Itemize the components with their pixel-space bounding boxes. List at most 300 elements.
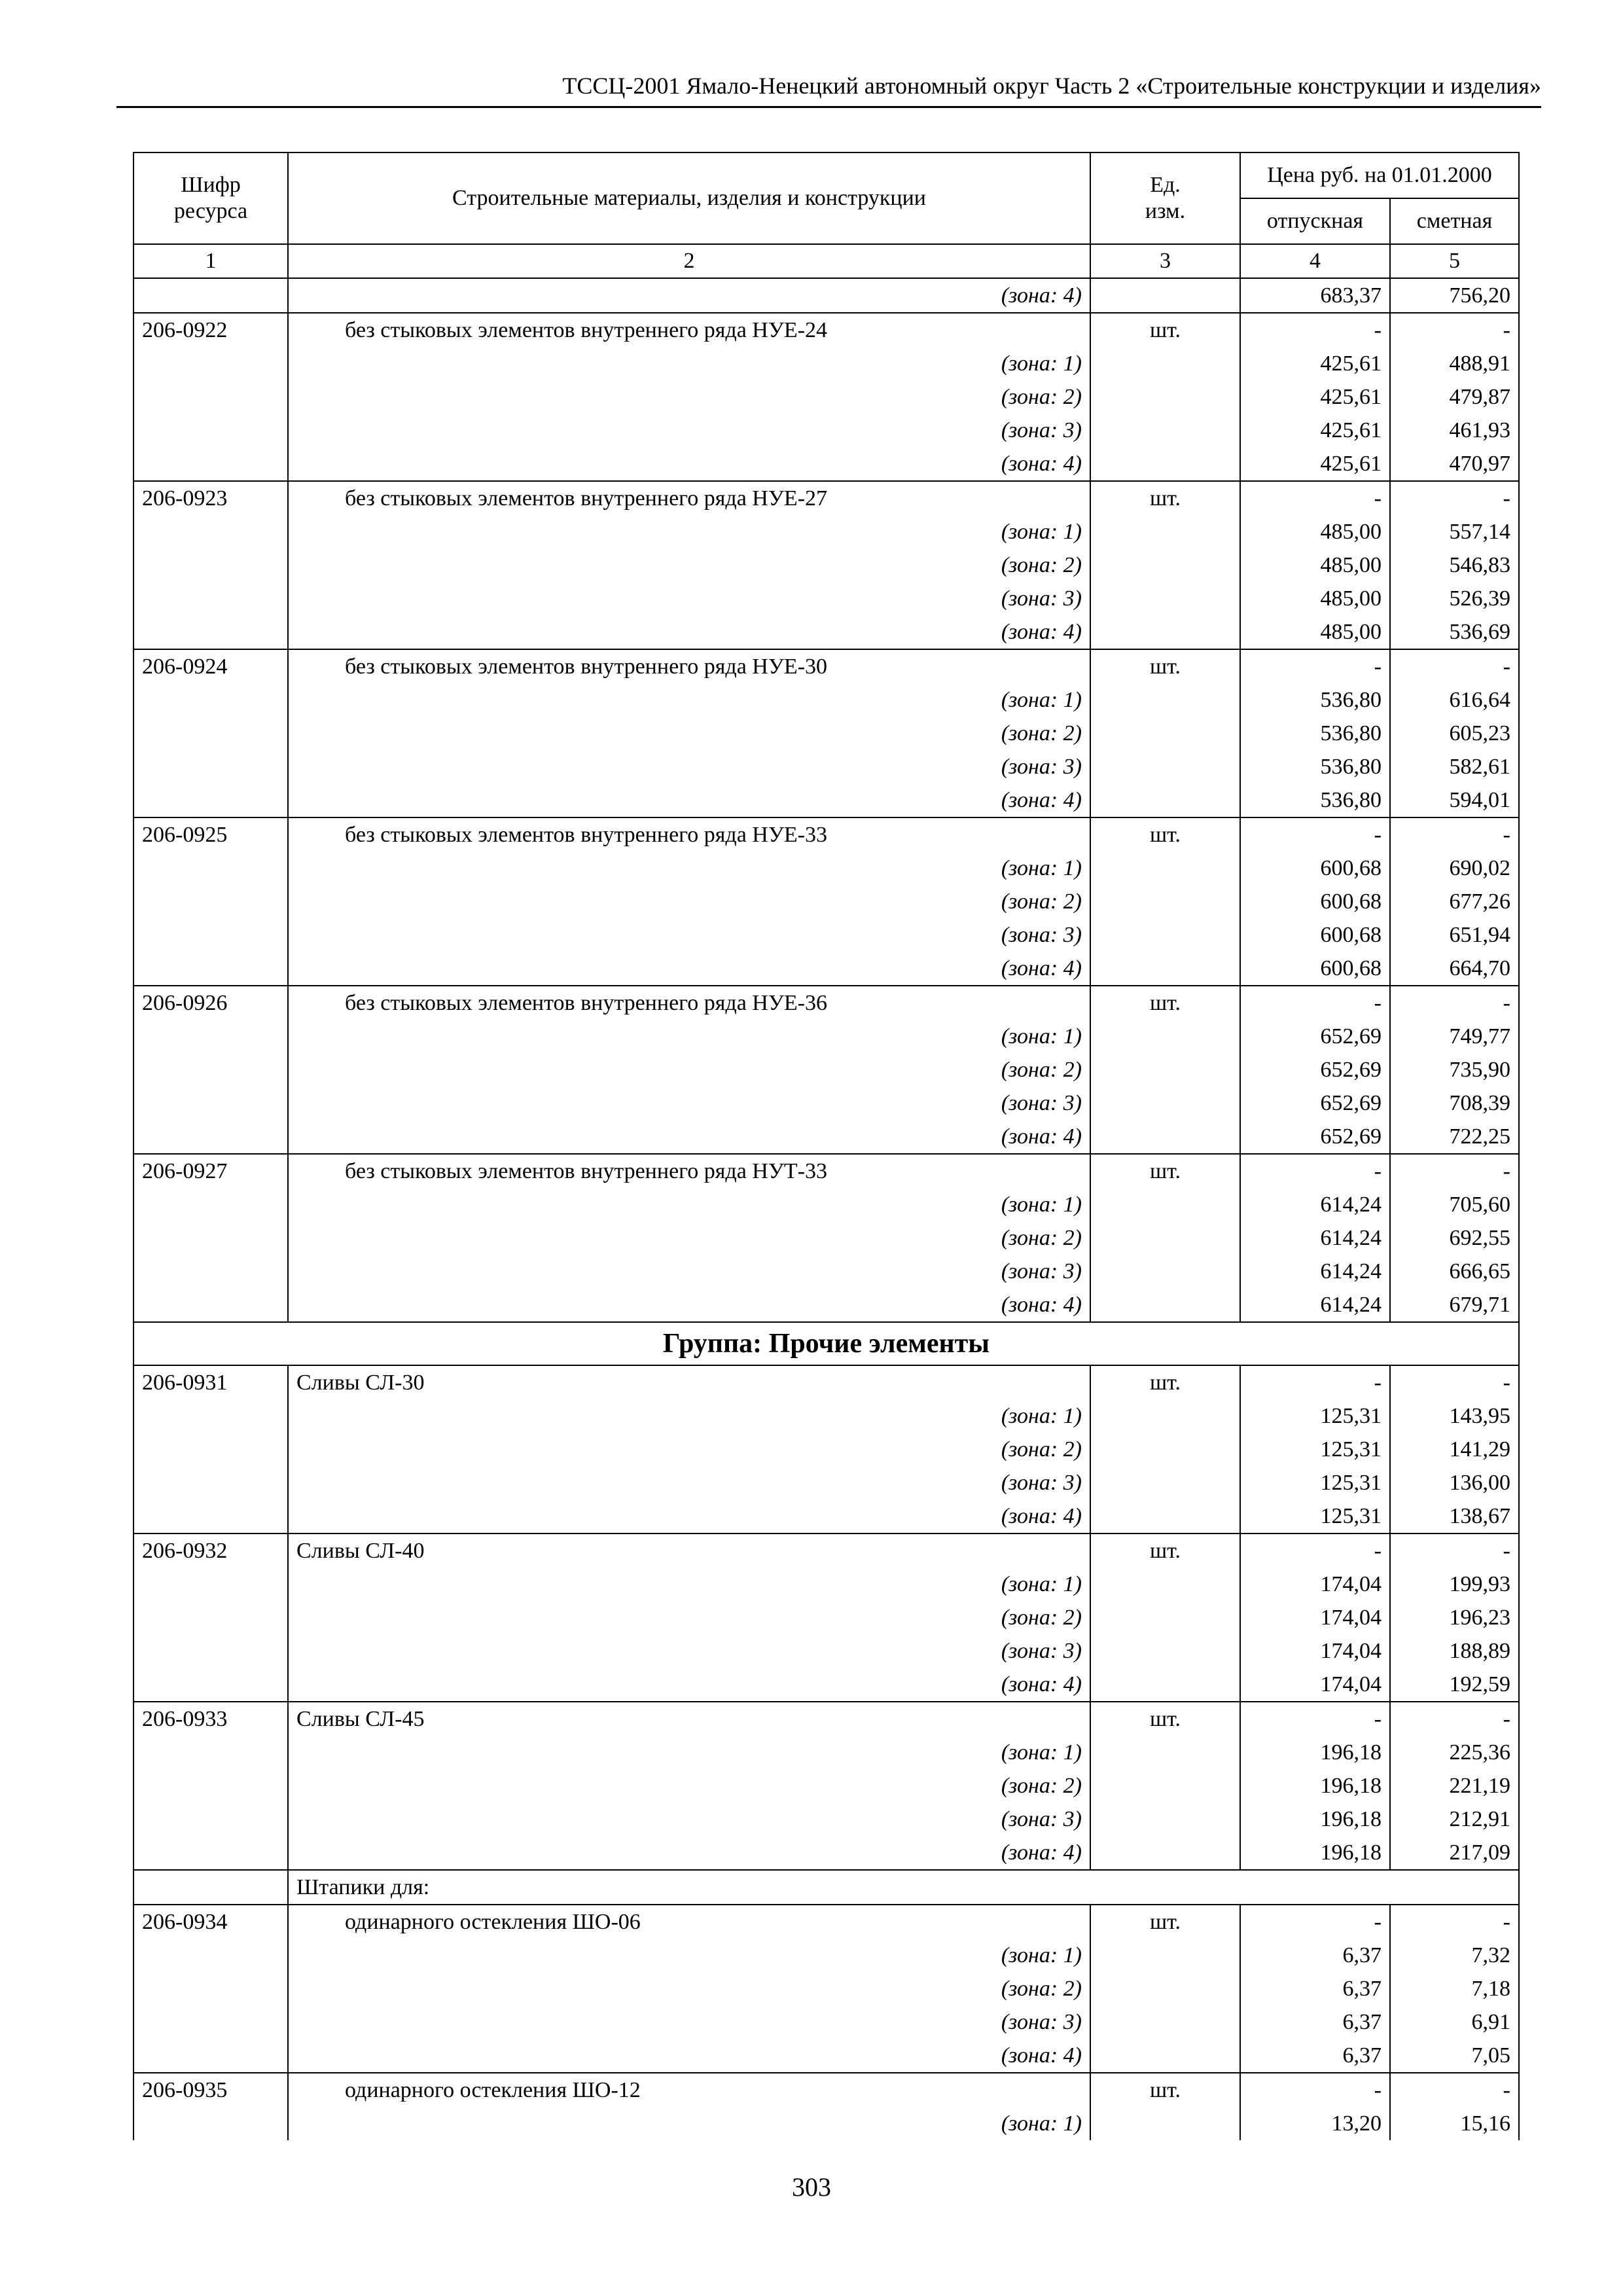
release-price-cell: 485,00: [1240, 582, 1390, 615]
release-price-cell: 425,61: [1240, 414, 1390, 447]
zone-cell: (зона: 3): [288, 918, 1090, 952]
head-name: Строительные материалы, изделия и конструкции: [288, 152, 1090, 244]
estimate-price-cell: 664,70: [1390, 952, 1519, 986]
zone-row: [134, 1020, 1519, 1053]
zone-row: [134, 852, 1519, 885]
estimate-price-cell: 708,39: [1390, 1086, 1519, 1120]
unit-cell: шт.: [1090, 1365, 1240, 1399]
release-price-cell: 536,80: [1240, 683, 1390, 717]
zone-cell: (зона: 2): [288, 548, 1090, 582]
estimate-price-cell: 136,00: [1390, 1466, 1519, 1499]
release-price-cell: 600,68: [1240, 885, 1390, 918]
release-price-cell: 196,18: [1240, 1736, 1390, 1769]
code-cell: [134, 447, 288, 481]
unit-cell: [1090, 2005, 1240, 2039]
unit-cell: [1090, 1188, 1240, 1221]
release-price-cell: -: [1240, 1365, 1390, 1399]
estimate-price-cell: -: [1390, 481, 1519, 515]
estimate-price-cell: -: [1390, 1905, 1519, 1939]
estimate-price-cell: 651,94: [1390, 918, 1519, 952]
code-cell: 206-0932: [134, 1534, 288, 1568]
release-price-cell: -: [1240, 2073, 1390, 2107]
release-price-cell: 125,31: [1240, 1433, 1390, 1466]
release-price-cell: 425,61: [1240, 380, 1390, 414]
unit-cell: шт.: [1090, 817, 1240, 852]
head-col-number: 1: [134, 244, 288, 278]
code-cell: [134, 717, 288, 750]
head-col-number: 3: [1090, 244, 1240, 278]
code-cell: [134, 1221, 288, 1255]
estimate-price-cell: 225,36: [1390, 1736, 1519, 1769]
zone-cell: (зона: 2): [288, 1221, 1090, 1255]
estimate-price-cell: 749,77: [1390, 1020, 1519, 1053]
release-price-cell: 614,24: [1240, 1221, 1390, 1255]
unit-cell: [1090, 1972, 1240, 2005]
zone-cell: (зона: 1): [288, 683, 1090, 717]
name-cell: одинарного остекления ШО-06: [288, 1905, 1090, 1939]
estimate-price-cell: 692,55: [1390, 1221, 1519, 1255]
unit-cell: [1090, 1736, 1240, 1769]
code-cell: [134, 2039, 288, 2073]
subheading-label: Штапики для:: [288, 1870, 1519, 1905]
estimate-price-cell: 479,87: [1390, 380, 1519, 414]
estimate-price-cell: -: [1390, 1534, 1519, 1568]
unit-cell: [1090, 717, 1240, 750]
release-price-cell: 196,18: [1240, 1803, 1390, 1836]
code-cell: [134, 852, 288, 885]
head-col-number: 2: [288, 244, 1090, 278]
estimate-price-cell: -: [1390, 817, 1519, 852]
unit-cell: [1090, 380, 1240, 414]
estimate-price-cell: 722,25: [1390, 1120, 1519, 1154]
table-head: [134, 152, 1519, 278]
release-price-cell: 425,61: [1240, 347, 1390, 380]
unit-cell: [1090, 1399, 1240, 1433]
zone-row: [134, 1221, 1519, 1255]
release-price-cell: 536,80: [1240, 717, 1390, 750]
code-cell: 206-0933: [134, 1702, 288, 1736]
zone-row: [134, 447, 1519, 481]
item-row: [134, 986, 1519, 1020]
head-estimate: сметная: [1390, 198, 1519, 244]
code-cell: [134, 1836, 288, 1870]
zone-row: [134, 548, 1519, 582]
zone-cell: (зона: 2): [288, 717, 1090, 750]
unit-cell: [1090, 1601, 1240, 1634]
unit-cell: шт.: [1090, 2073, 1240, 2107]
zone-cell: (зона: 3): [288, 1634, 1090, 1668]
zone-row: [134, 1769, 1519, 1803]
estimate-price-cell: 605,23: [1390, 717, 1519, 750]
unit-cell: шт.: [1090, 1905, 1240, 1939]
release-price-cell: 125,31: [1240, 1499, 1390, 1534]
code-cell: [134, 380, 288, 414]
code-cell: [134, 783, 288, 817]
estimate-price-cell: 616,64: [1390, 683, 1519, 717]
zone-cell: (зона: 4): [288, 1668, 1090, 1702]
name-cell: без стыковых элементов внутреннего ряда НУЕ-30: [288, 649, 1090, 683]
release-price-cell: 536,80: [1240, 783, 1390, 817]
subheading-row: [134, 1870, 1519, 1905]
estimate-price-cell: 196,23: [1390, 1601, 1519, 1634]
zone-cell: (зона: 3): [288, 1803, 1090, 1836]
code-cell: [134, 1466, 288, 1499]
zone-row: [134, 1939, 1519, 1972]
zone-cell: (зона: 4): [288, 278, 1090, 313]
estimate-price-cell: 526,39: [1390, 582, 1519, 615]
unit-cell: шт.: [1090, 313, 1240, 347]
head-col-number: 4: [1240, 244, 1390, 278]
zone-row: [134, 1399, 1519, 1433]
zone-cell: (зона: 2): [288, 380, 1090, 414]
zone-cell: (зона: 1): [288, 1568, 1090, 1601]
name-cell: без стыковых элементов внутреннего ряда НУЕ-36: [288, 986, 1090, 1020]
price-table: [133, 152, 1520, 2140]
zone-cell: (зона: 4): [288, 1120, 1090, 1154]
unit-cell: [1090, 783, 1240, 817]
head-release: отпускная: [1240, 198, 1390, 244]
code-cell: [134, 1634, 288, 1668]
estimate-price-cell: 690,02: [1390, 852, 1519, 885]
code-cell: [134, 1086, 288, 1120]
code-cell: [134, 1255, 288, 1288]
release-price-cell: 425,61: [1240, 447, 1390, 481]
zone-row: [134, 414, 1519, 447]
page-number: 303: [792, 2172, 831, 2202]
zone-row: [134, 278, 1519, 313]
name-cell: Сливы СЛ-45: [288, 1702, 1090, 1736]
release-price-cell: 174,04: [1240, 1634, 1390, 1668]
item-row: [134, 1365, 1519, 1399]
estimate-price-cell: -: [1390, 1365, 1519, 1399]
estimate-price-cell: 199,93: [1390, 1568, 1519, 1601]
release-price-cell: 196,18: [1240, 1836, 1390, 1870]
code-cell: [134, 952, 288, 986]
unit-cell: [1090, 918, 1240, 952]
release-price-cell: 652,69: [1240, 1020, 1390, 1053]
code-cell: [134, 683, 288, 717]
code-cell: [134, 615, 288, 649]
code-cell: [134, 1399, 288, 1433]
release-price-cell: 485,00: [1240, 515, 1390, 548]
code-cell: [134, 1568, 288, 1601]
estimate-price-cell: 192,59: [1390, 1668, 1519, 1702]
release-price-cell: -: [1240, 481, 1390, 515]
zone-cell: (зона: 1): [288, 2107, 1090, 2140]
release-price-cell: 600,68: [1240, 952, 1390, 986]
unit-cell: шт.: [1090, 1534, 1240, 1568]
zone-row: [134, 1120, 1519, 1154]
estimate-price-cell: 677,26: [1390, 885, 1519, 918]
code-cell: [134, 1499, 288, 1534]
code-cell: 206-0935: [134, 2073, 288, 2107]
name-cell: без стыковых элементов внутреннего ряда НУЕ-24: [288, 313, 1090, 347]
release-price-cell: 652,69: [1240, 1120, 1390, 1154]
zone-cell: (зона: 2): [288, 1601, 1090, 1634]
zone-cell: (зона: 1): [288, 1188, 1090, 1221]
unit-cell: [1090, 1568, 1240, 1601]
zone-row: [134, 1466, 1519, 1499]
release-price-cell: 6,37: [1240, 2039, 1390, 2073]
item-row: [134, 649, 1519, 683]
name-cell: Сливы СЛ-40: [288, 1534, 1090, 1568]
code-cell: [134, 1120, 288, 1154]
estimate-price-cell: -: [1390, 649, 1519, 683]
release-price-cell: 600,68: [1240, 852, 1390, 885]
release-price-cell: 174,04: [1240, 1568, 1390, 1601]
estimate-price-cell: 188,89: [1390, 1634, 1519, 1668]
release-price-cell: 196,18: [1240, 1769, 1390, 1803]
release-price-cell: 6,37: [1240, 1972, 1390, 2005]
unit-cell: [1090, 278, 1240, 313]
zone-row: [134, 1634, 1519, 1668]
estimate-price-cell: -: [1390, 1154, 1519, 1188]
unit-cell: [1090, 347, 1240, 380]
zone-row: [134, 783, 1519, 817]
zone-cell: (зона: 4): [288, 615, 1090, 649]
code-cell: [134, 1668, 288, 1702]
release-price-cell: -: [1240, 1534, 1390, 1568]
zone-cell: (зона: 4): [288, 1288, 1090, 1322]
unit-cell: [1090, 1634, 1240, 1668]
head-col-number: 5: [1390, 244, 1519, 278]
unit-cell: шт.: [1090, 986, 1240, 1020]
unit-cell: шт.: [1090, 1154, 1240, 1188]
zone-cell: (зона: 1): [288, 1939, 1090, 1972]
zone-cell: (зона: 3): [288, 750, 1090, 783]
unit-cell: [1090, 1053, 1240, 1086]
zone-row: [134, 952, 1519, 986]
code-cell: 206-0922: [134, 313, 288, 347]
code-cell: [134, 1020, 288, 1053]
code-cell: [134, 1769, 288, 1803]
release-price-cell: 485,00: [1240, 548, 1390, 582]
unit-cell: [1090, 447, 1240, 481]
unit-cell: [1090, 414, 1240, 447]
item-row: [134, 1905, 1519, 1939]
zone-cell: (зона: 3): [288, 582, 1090, 615]
zone-row: [134, 380, 1519, 414]
zone-row: [134, 515, 1519, 548]
name-cell: без стыковых элементов внутреннего ряда НУТ-33: [288, 1154, 1090, 1188]
code-cell: 206-0926: [134, 986, 288, 1020]
unit-cell: [1090, 750, 1240, 783]
unit-cell: [1090, 683, 1240, 717]
release-price-cell: 13,20: [1240, 2107, 1390, 2140]
zone-row: [134, 615, 1519, 649]
item-row: [134, 1534, 1519, 1568]
code-cell: 206-0925: [134, 817, 288, 852]
code-cell: [134, 1188, 288, 1221]
zone-cell: (зона: 4): [288, 783, 1090, 817]
item-row: [134, 817, 1519, 852]
unit-cell: [1090, 1668, 1240, 1702]
release-price-cell: 174,04: [1240, 1668, 1390, 1702]
estimate-price-cell: 221,19: [1390, 1769, 1519, 1803]
estimate-price-cell: 536,69: [1390, 615, 1519, 649]
zone-row: [134, 1288, 1519, 1322]
release-price-cell: -: [1240, 649, 1390, 683]
unit-cell: [1090, 548, 1240, 582]
zone-cell: (зона: 4): [288, 1836, 1090, 1870]
zone-row: [134, 1668, 1519, 1702]
release-price-cell: 174,04: [1240, 1601, 1390, 1634]
code-cell: [134, 885, 288, 918]
unit-cell: [1090, 852, 1240, 885]
estimate-price-cell: 557,14: [1390, 515, 1519, 548]
zone-row: [134, 1568, 1519, 1601]
zone-cell: (зона: 4): [288, 447, 1090, 481]
unit-cell: [1090, 1221, 1240, 1255]
head-unit: Ед. изм.: [1090, 152, 1240, 244]
code-cell: 206-0923: [134, 481, 288, 515]
zone-cell: (зона: 1): [288, 852, 1090, 885]
zone-row: [134, 1736, 1519, 1769]
estimate-price-cell: 217,09: [1390, 1836, 1519, 1870]
release-price-cell: 614,24: [1240, 1288, 1390, 1322]
item-row: [134, 2073, 1519, 2107]
release-price-cell: -: [1240, 1905, 1390, 1939]
code-cell: [134, 1433, 288, 1466]
group-row: [134, 1322, 1519, 1365]
page-header: [116, 71, 1541, 108]
code-cell: [134, 2107, 288, 2140]
zone-row: [134, 1803, 1519, 1836]
code-cell: 206-0927: [134, 1154, 288, 1188]
unit-cell: [1090, 515, 1240, 548]
release-price-cell: -: [1240, 817, 1390, 852]
code-cell: [134, 1288, 288, 1322]
zone-row: [134, 1188, 1519, 1221]
estimate-price-cell: -: [1390, 986, 1519, 1020]
estimate-price-cell: 15,16: [1390, 2107, 1519, 2140]
zone-cell: (зона: 4): [288, 2039, 1090, 2073]
estimate-price-cell: 594,01: [1390, 783, 1519, 817]
code-cell: [134, 2005, 288, 2039]
head-price: Цена руб. на 01.01.2000: [1240, 152, 1519, 198]
unit-cell: [1090, 1466, 1240, 1499]
zone-row: [134, 918, 1519, 952]
zone-cell: (зона: 2): [288, 885, 1090, 918]
estimate-price-cell: -: [1390, 313, 1519, 347]
estimate-price-cell: -: [1390, 2073, 1519, 2107]
zone-cell: (зона: 3): [288, 1086, 1090, 1120]
code-cell: [134, 1972, 288, 2005]
release-price-cell: 125,31: [1240, 1466, 1390, 1499]
release-price-cell: 6,37: [1240, 2005, 1390, 2039]
header-title: ТССЦ-2001 Ямало-Ненецкий автономный округ Часть 2 «Строительные конструкции и изделия»: [562, 73, 1541, 99]
name-cell: одинарного остекления ШО-12: [288, 2073, 1090, 2107]
name-cell: без стыковых элементов внутреннего ряда НУЕ-33: [288, 817, 1090, 852]
release-price-cell: 614,24: [1240, 1255, 1390, 1288]
code-cell: [134, 1870, 288, 1905]
estimate-price-cell: 735,90: [1390, 1053, 1519, 1086]
code-cell: [134, 918, 288, 952]
zone-cell: (зона: 1): [288, 1020, 1090, 1053]
estimate-price-cell: 546,83: [1390, 548, 1519, 582]
estimate-price-cell: 666,65: [1390, 1255, 1519, 1288]
unit-cell: [1090, 1433, 1240, 1466]
release-price-cell: 614,24: [1240, 1188, 1390, 1221]
zone-cell: (зона: 2): [288, 1433, 1090, 1466]
group-title: Группа: Прочие элементы: [134, 1322, 1519, 1365]
zone-cell: (зона: 2): [288, 1769, 1090, 1803]
zone-row: [134, 750, 1519, 783]
zone-row: [134, 2005, 1519, 2039]
estimate-price-cell: 7,05: [1390, 2039, 1519, 2073]
item-row: [134, 1154, 1519, 1188]
release-price-cell: -: [1240, 313, 1390, 347]
estimate-price-cell: 7,18: [1390, 1972, 1519, 2005]
release-price-cell: 652,69: [1240, 1086, 1390, 1120]
code-cell: [134, 347, 288, 380]
estimate-price-cell: 705,60: [1390, 1188, 1519, 1221]
estimate-price-cell: 582,61: [1390, 750, 1519, 783]
estimate-price-cell: 143,95: [1390, 1399, 1519, 1433]
zone-cell: (зона: 3): [288, 2005, 1090, 2039]
zone-row: [134, 1972, 1519, 2005]
unit-cell: шт.: [1090, 649, 1240, 683]
name-cell: без стыковых элементов внутреннего ряда НУЕ-27: [288, 481, 1090, 515]
unit-cell: [1090, 2039, 1240, 2073]
release-price-cell: 6,37: [1240, 1939, 1390, 1972]
zone-cell: (зона: 3): [288, 1466, 1090, 1499]
estimate-price-cell: 7,32: [1390, 1939, 1519, 1972]
head-code: Шифр ресурса: [134, 152, 288, 244]
zone-row: [134, 885, 1519, 918]
zone-row: [134, 347, 1519, 380]
zone-row: [134, 1086, 1519, 1120]
code-cell: [134, 1803, 288, 1836]
zone-row: [134, 1601, 1519, 1634]
unit-cell: [1090, 1803, 1240, 1836]
table-body: [134, 278, 1519, 2140]
zone-cell: (зона: 1): [288, 347, 1090, 380]
unit-cell: [1090, 1288, 1240, 1322]
unit-cell: [1090, 1086, 1240, 1120]
item-row: [134, 481, 1519, 515]
release-price-cell: -: [1240, 1154, 1390, 1188]
estimate-price-cell: 141,29: [1390, 1433, 1519, 1466]
code-cell: [134, 414, 288, 447]
code-cell: [134, 1736, 288, 1769]
estimate-price-cell: 470,97: [1390, 447, 1519, 481]
code-cell: [134, 750, 288, 783]
code-cell: [134, 1053, 288, 1086]
zone-row: [134, 2039, 1519, 2073]
code-cell: [134, 548, 288, 582]
estimate-price-cell: 461,93: [1390, 414, 1519, 447]
zone-row: [134, 1433, 1519, 1466]
unit-cell: [1090, 952, 1240, 986]
unit-cell: [1090, 1939, 1240, 1972]
unit-cell: [1090, 582, 1240, 615]
zone-row: [134, 582, 1519, 615]
release-price-cell: 683,37: [1240, 278, 1390, 313]
code-cell: [134, 582, 288, 615]
zone-cell: (зона: 2): [288, 1053, 1090, 1086]
unit-cell: [1090, 2107, 1240, 2140]
unit-cell: [1090, 885, 1240, 918]
zone-cell: (зона: 1): [288, 1736, 1090, 1769]
unit-cell: шт.: [1090, 481, 1240, 515]
zone-row: [134, 683, 1519, 717]
release-price-cell: 652,69: [1240, 1053, 1390, 1086]
unit-cell: [1090, 1499, 1240, 1534]
unit-cell: [1090, 1769, 1240, 1803]
zone-row: [134, 1836, 1519, 1870]
unit-cell: [1090, 1836, 1240, 1870]
